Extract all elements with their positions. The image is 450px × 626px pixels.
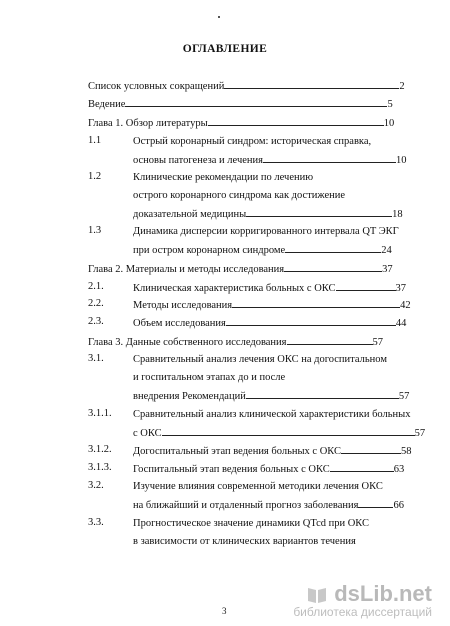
toc-entry-text: Госпитальный этап ведения больных с ОКС bbox=[133, 464, 330, 475]
section-number: 3.1.3. bbox=[88, 462, 112, 473]
leader-line bbox=[284, 262, 382, 272]
toc-entry-text: Глава 3. Данные собственного исследования bbox=[88, 337, 287, 348]
toc-entry-text: с ОКС bbox=[133, 428, 162, 439]
leader-line bbox=[263, 153, 396, 163]
toc-entry-text: Острый коронарный синдром: историческая справка, bbox=[133, 136, 372, 147]
toc-entry-text: Ведение bbox=[88, 99, 126, 110]
toc-entry bbox=[88, 335, 383, 349]
toc-entry bbox=[88, 262, 393, 276]
toc-page: 57 bbox=[372, 337, 383, 348]
leader-line bbox=[162, 426, 415, 436]
leader-line bbox=[246, 207, 392, 217]
leader-line bbox=[208, 116, 384, 126]
toc-entry-text: внедрения Рекомендаций bbox=[133, 391, 246, 402]
toc-page: 10 bbox=[395, 155, 407, 166]
section-number: 1.1 bbox=[88, 135, 102, 146]
toc-entry bbox=[133, 426, 425, 440]
toc-entry-text: в зависимости от клинических вариантов течения bbox=[133, 536, 356, 547]
toc-entry bbox=[88, 97, 393, 111]
toc-page: 44 bbox=[395, 318, 407, 329]
section-number: 2.2. bbox=[88, 298, 104, 309]
toc-entry-text: Прогностическое значение динамики QTcd при ОКС bbox=[133, 518, 370, 529]
toc-entry bbox=[133, 243, 392, 257]
scan-speck bbox=[218, 16, 220, 18]
toc-entry-text: на ближайший и отдаленный прогноз заболевания bbox=[133, 500, 359, 511]
toc-page: 37 bbox=[395, 283, 407, 294]
leader-line bbox=[330, 462, 394, 472]
section-number: 2.3. bbox=[88, 316, 104, 327]
leader-line bbox=[341, 444, 401, 454]
toc-page: 5 bbox=[387, 99, 393, 110]
toc-entry-text: основы патогенеза и лечения bbox=[133, 155, 263, 166]
toc-page: 10 bbox=[383, 118, 395, 129]
toc-entry bbox=[133, 281, 406, 295]
section-number: 3.1. bbox=[88, 353, 104, 364]
page-number: 3 bbox=[222, 606, 227, 616]
toc-page: 58 bbox=[401, 446, 412, 457]
watermark bbox=[293, 581, 432, 619]
toc-entry-text: при остром коронарном синдроме bbox=[133, 245, 286, 256]
toc-page: 24 bbox=[381, 245, 392, 256]
toc-entry bbox=[133, 462, 404, 476]
toc-page: 63 bbox=[393, 464, 405, 475]
section-number: 3.3. bbox=[88, 517, 104, 528]
leader-line bbox=[224, 79, 399, 89]
toc-entry-text: доказательной медицины bbox=[133, 209, 247, 220]
toc-entry bbox=[133, 298, 411, 312]
toc-entry-text: Догоспитальный этап ведения больных с ОКС bbox=[133, 446, 342, 457]
section-number: 3.1.1. bbox=[88, 408, 112, 419]
toc-page: 18 bbox=[392, 209, 403, 220]
leader-line bbox=[246, 389, 399, 399]
leader-line bbox=[287, 335, 373, 345]
section-number: 2.1. bbox=[88, 281, 104, 292]
toc-page: 66 bbox=[393, 500, 404, 511]
section-number: 1.2 bbox=[88, 171, 102, 182]
section-number: 1.3 bbox=[88, 225, 102, 236]
toc-entry-text: Динамика дисперсии корригированного интервала QT ЭКГ bbox=[133, 226, 399, 237]
toc-entry-text: Объем исследования bbox=[133, 318, 226, 329]
toc-entry bbox=[88, 79, 405, 93]
leader-line bbox=[358, 498, 393, 508]
leader-line bbox=[285, 243, 381, 253]
page-title: ОГЛАВЛЕНИЕ bbox=[182, 43, 268, 55]
toc-entry bbox=[133, 444, 412, 458]
toc-entry-text: Глава 2. Материалы и методы исследования bbox=[88, 264, 285, 275]
leader-line bbox=[226, 316, 396, 326]
section-number: 3.2. bbox=[88, 480, 104, 491]
toc-page: 2 bbox=[399, 81, 405, 92]
toc-entry bbox=[133, 389, 409, 403]
toc-entry-text: Сравнительный анализ клинической характеристики больных bbox=[133, 409, 411, 420]
toc-entry-text: Изучение влияния современной методики лечения ОКС bbox=[133, 481, 383, 492]
toc-entry bbox=[133, 498, 404, 512]
leader-line bbox=[125, 97, 387, 107]
toc-entry bbox=[133, 153, 406, 167]
toc-entry-text: Методы исследования bbox=[133, 300, 233, 311]
section-number: 3.1.2. bbox=[88, 444, 112, 455]
toc-page: 42 bbox=[400, 300, 411, 311]
leader-line bbox=[336, 281, 396, 291]
toc-entry-text: и госпитальном этапах до и после bbox=[133, 372, 286, 383]
toc-entry bbox=[133, 207, 403, 221]
toc-page: 57 bbox=[414, 428, 426, 439]
leader-line bbox=[232, 298, 400, 308]
toc-entry-text: Список условных сокращений bbox=[88, 81, 225, 92]
toc-entry-text: Клиническая характеристика больных с ОКС bbox=[133, 283, 336, 294]
toc-entry-text: острого коронарного синдрома как достижение bbox=[133, 190, 346, 201]
toc-entry bbox=[133, 316, 406, 330]
watermark-subtitle: библиотека диссертаций bbox=[293, 605, 432, 619]
toc-page: 37 bbox=[382, 264, 393, 275]
toc-page: 57 bbox=[398, 391, 410, 402]
toc-entry-text: Глава 1. Обзор литературы bbox=[88, 118, 208, 129]
toc-entry bbox=[88, 116, 394, 130]
watermark-brand: dsLib.net bbox=[334, 581, 432, 606]
toc-entry-text: Клинические рекомендации по лечению bbox=[133, 172, 314, 183]
toc-entry-text: Сравнительный анализ лечения ОКС на догоспитальном bbox=[133, 354, 387, 365]
